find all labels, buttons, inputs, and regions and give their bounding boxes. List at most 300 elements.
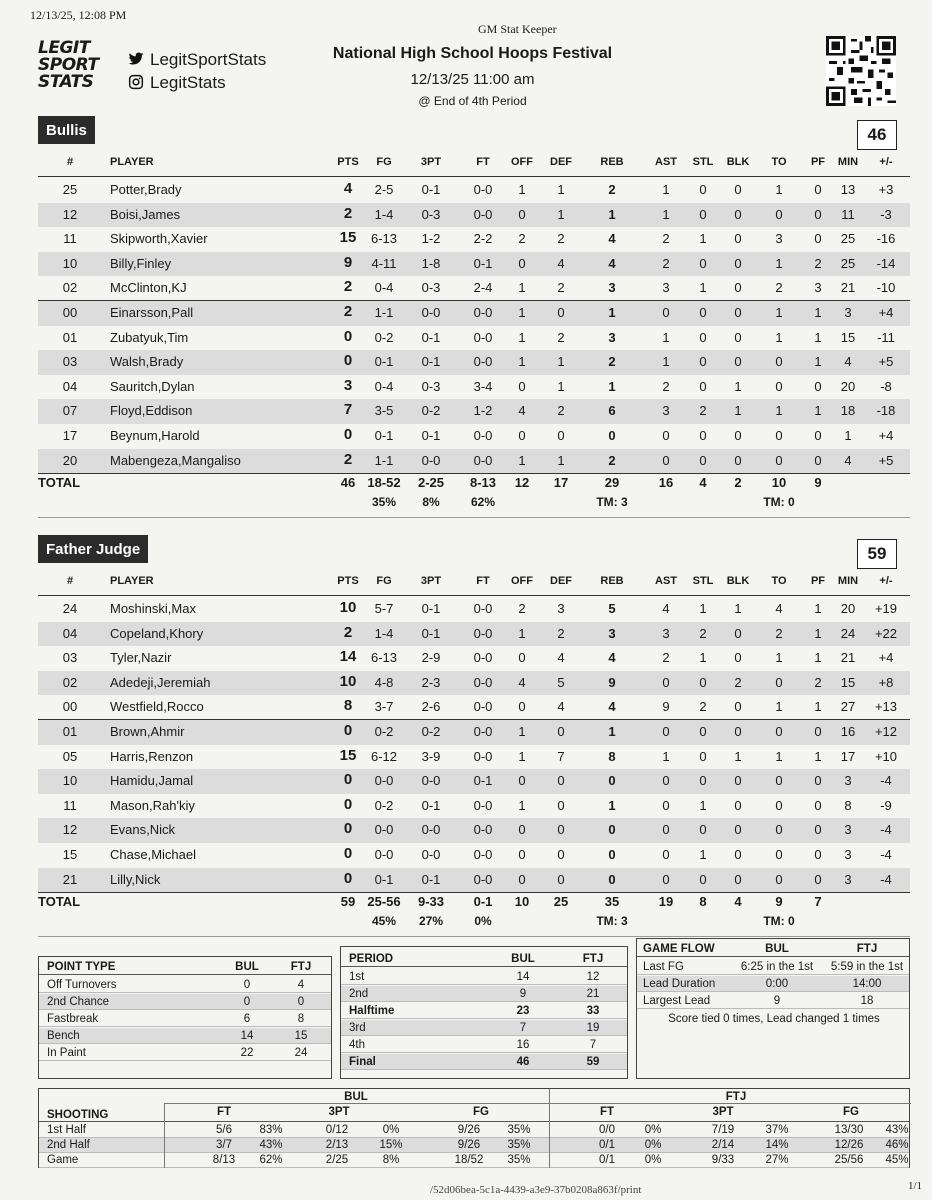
period-label: 3rd — [349, 1022, 366, 1034]
shooting-ftj-fg-pct: 43% — [885, 1124, 909, 1136]
cell-reb: 0 — [608, 871, 616, 887]
cell-def: 0 — [557, 773, 565, 789]
pct-fg: 35% — [371, 495, 397, 510]
cell-num: 01 — [62, 329, 78, 345]
cell-stl: 1 — [699, 797, 707, 813]
cell-player: Westfield,Rocco — [110, 699, 204, 715]
cell-pm: +5 — [878, 354, 894, 370]
cell-off: 0 — [518, 847, 526, 862]
cell-min: 17 — [840, 748, 856, 764]
column-header-num: # — [66, 575, 74, 587]
cell-blk: 0 — [734, 724, 742, 739]
cell-num: 00 — [62, 305, 78, 320]
cell-pm: -4 — [880, 822, 892, 838]
cell-num: 17 — [62, 428, 78, 443]
cell-def: 2 — [557, 403, 565, 419]
cell-stl: 1 — [699, 601, 707, 616]
print-page-title: GM Stat Keeper — [478, 22, 557, 36]
period-ftj: 7 — [589, 1039, 597, 1051]
shooting-bul-ft-pct: 43% — [259, 1139, 283, 1151]
cell-min: 27 — [840, 699, 856, 715]
cell-fg: 1-1 — [374, 452, 394, 468]
cell-stl: 2 — [699, 625, 707, 641]
point-type-row — [39, 1028, 331, 1044]
period-label: 1st — [349, 971, 365, 983]
cell-fg: 1-4 — [374, 206, 394, 222]
cell-blk: 0 — [734, 650, 742, 666]
point-type-label: In Paint — [47, 1047, 86, 1059]
column-header-num: # — [66, 156, 74, 168]
cell-min: 15 — [840, 674, 856, 690]
cell-fg: 0-4 — [374, 280, 394, 296]
game-flow-bul: 6:25 in the 1st — [740, 961, 814, 973]
cell-3pt: 2-9 — [421, 650, 441, 666]
column-header-to: TO — [771, 575, 787, 587]
cell-ast: 0 — [662, 305, 670, 320]
cell-min: 1 — [844, 428, 852, 443]
point-type-row — [39, 1045, 331, 1061]
player-row — [38, 424, 910, 449]
total-row — [38, 475, 910, 495]
shooting-label: Game — [47, 1154, 79, 1166]
cell-pts: 0 — [343, 795, 353, 813]
cell-pf: 0 — [814, 847, 822, 862]
player-row — [38, 720, 910, 745]
cell-reb: 0 — [608, 773, 616, 789]
cell-pm: -10 — [876, 280, 896, 296]
cell-fg: 2-5 — [374, 182, 394, 197]
game-flow-ftj: 18 — [860, 995, 874, 1007]
page-number: 1/1 — [907, 1180, 922, 1192]
cell-min: 15 — [840, 329, 856, 345]
column-header-reb: REB — [600, 575, 624, 587]
cell-def: 4 — [557, 699, 565, 715]
cell-stl: 0 — [699, 452, 707, 468]
cell-pf: 1 — [814, 748, 822, 764]
cell-off: 1 — [518, 329, 526, 345]
cell-num: 24 — [62, 601, 78, 616]
point-type-label: Bench — [47, 1030, 80, 1042]
game-flow-note: Score tied 0 times, Lead changed 1 times — [668, 1013, 880, 1025]
cell-stl: 0 — [699, 182, 707, 197]
cell-def: 0 — [557, 822, 565, 838]
cell-stl: 0 — [699, 378, 707, 394]
shooting-bul-ft-made: 5/6 — [216, 1124, 232, 1136]
shooting-ftj-fg-header: FG — [843, 1106, 859, 1118]
pct-tpt: 27% — [418, 914, 444, 929]
total-ft: 0-1 — [473, 894, 493, 910]
shooting-row — [39, 1123, 909, 1138]
point-type-bul: 22 — [240, 1047, 254, 1059]
cell-blk: 0 — [734, 699, 742, 715]
cell-off: 4 — [518, 674, 526, 690]
total-off: 12 — [514, 475, 530, 491]
column-header-pts: PTS — [337, 156, 359, 168]
cell-ast: 3 — [662, 403, 670, 419]
cell-reb: 4 — [608, 255, 616, 271]
cell-fg: 6-12 — [370, 748, 398, 764]
cell-def: 0 — [557, 797, 565, 813]
cell-off: 1 — [518, 452, 526, 468]
cell-fg: 3-7 — [374, 699, 394, 715]
total-label: TOTAL — [38, 894, 81, 910]
cell-3pt: 0-0 — [421, 452, 441, 468]
cell-ast: 2 — [662, 255, 670, 271]
column-header-pm: +/- — [879, 156, 893, 168]
cell-ast: 1 — [662, 329, 670, 345]
cell-pf: 0 — [814, 724, 822, 739]
point-type-ftj: 4 — [297, 979, 305, 991]
shooting-ftj-ft-made: 0/0 — [599, 1124, 615, 1136]
column-header-off: OFF — [511, 156, 533, 168]
cell-3pt: 2-3 — [421, 674, 441, 690]
cell-fg: 3-5 — [374, 403, 394, 419]
cell-num: 20 — [62, 452, 78, 468]
column-header-pts: PTS — [337, 575, 359, 587]
cell-pf: 0 — [814, 452, 822, 468]
player-row — [38, 671, 910, 696]
cell-pm: -4 — [880, 847, 892, 862]
pct-ft: 62% — [470, 495, 496, 510]
column-header-stl: STL — [692, 156, 714, 168]
cell-to: 1 — [775, 699, 783, 715]
shooting-bul-ft-made: 8/13 — [212, 1154, 236, 1166]
cell-def: 0 — [557, 847, 565, 862]
cell-pf: 1 — [814, 699, 822, 715]
cell-pm: -9 — [880, 797, 892, 813]
cell-def: 2 — [557, 280, 565, 296]
team-name-tag: Father Judge — [38, 535, 148, 563]
cell-ft: 1-2 — [473, 403, 493, 419]
period-ftj: 33 — [586, 1005, 600, 1017]
cell-num: 00 — [62, 699, 78, 715]
shooting-ftj-fg-made: 12/26 — [834, 1139, 864, 1151]
shooting-ftj-fg-pct: 45% — [885, 1154, 909, 1166]
column-header-fg: FG — [376, 575, 392, 587]
cell-min: 3 — [844, 822, 852, 838]
cell-def: 2 — [557, 329, 565, 345]
period-bul: 14 — [516, 971, 530, 983]
pct-ft: 0% — [474, 914, 492, 929]
cell-fg: 4-11 — [371, 255, 397, 271]
cell-min: 3 — [844, 871, 852, 887]
cell-fg: 5-7 — [374, 601, 394, 616]
pct-tm_reb: TM: 3 — [596, 914, 628, 929]
cell-3pt: 0-3 — [421, 206, 441, 222]
cell-pts: 4 — [343, 180, 353, 197]
cell-reb: 1 — [608, 378, 616, 394]
cell-pts: 2 — [343, 204, 353, 222]
cell-3pt: 0-1 — [421, 354, 441, 370]
cell-to: 4 — [775, 601, 783, 616]
player-row — [38, 843, 910, 868]
point-type-row — [39, 1011, 331, 1027]
cell-pts: 2 — [343, 450, 353, 468]
cell-def: 0 — [557, 871, 565, 887]
cell-pf: 1 — [814, 625, 822, 641]
player-row — [38, 227, 910, 252]
cell-pm: -3 — [880, 206, 892, 222]
shooting-bul-fg-pct: 35% — [507, 1154, 531, 1166]
cell-pm: +12 — [874, 724, 898, 739]
period-bul: 7 — [519, 1022, 527, 1034]
cell-ft: 0-0 — [473, 452, 493, 468]
cell-pm: -4 — [880, 871, 892, 887]
game-flow-box — [636, 938, 910, 1079]
instagram-handle-text: LegitStats — [150, 73, 226, 92]
cell-stl: 1 — [699, 231, 707, 247]
cell-fg: 1-4 — [374, 625, 394, 641]
total-tpt: 9-33 — [417, 894, 445, 910]
period-box — [340, 946, 628, 1079]
period-ftj-header: FTJ — [582, 953, 604, 965]
cell-to: 0 — [775, 378, 783, 394]
cell-pm: +4 — [878, 428, 894, 443]
period-bul: 23 — [516, 1005, 530, 1017]
period-title: PERIOD — [349, 953, 394, 965]
cell-num: 07 — [62, 403, 78, 419]
cell-def: 7 — [557, 748, 565, 764]
cell-pm: -18 — [876, 403, 896, 419]
cell-3pt: 0-2 — [421, 403, 441, 419]
cell-pm: +3 — [878, 182, 894, 197]
cell-to: 1 — [775, 748, 783, 764]
cell-ast: 9 — [662, 699, 670, 715]
column-header-def: DEF — [550, 156, 572, 168]
game-flow-label: Last FG — [643, 961, 684, 973]
player-row — [38, 646, 910, 671]
period-row — [341, 986, 627, 1002]
cell-3pt: 0-3 — [421, 378, 441, 394]
cell-stl: 0 — [699, 305, 707, 320]
cell-def: 1 — [557, 182, 565, 197]
shooting-ftj-ft-made: 0/1 — [599, 1139, 615, 1151]
cell-num: 02 — [62, 674, 78, 690]
shooting-ftj-header: FTJ — [725, 1091, 747, 1103]
cell-reb: 2 — [608, 354, 616, 370]
logo-line-2: SPORT — [38, 55, 99, 75]
point-type-ftj: 24 — [294, 1047, 308, 1059]
cell-stl: 0 — [699, 428, 707, 443]
cell-pts: 10 — [339, 599, 357, 616]
cell-ft: 0-0 — [473, 182, 493, 197]
cell-ast: 0 — [662, 773, 670, 789]
column-header-blk: BLK — [726, 575, 750, 587]
shooting-bul-3pt-made: 0/12 — [325, 1124, 349, 1136]
column-header-ft: FT — [476, 156, 490, 168]
column-header-to: TO — [771, 156, 787, 168]
total-label: TOTAL — [38, 475, 81, 491]
cell-off: 0 — [518, 773, 526, 789]
cell-fg: 0-2 — [374, 329, 394, 345]
game-flow-label: Lead Duration — [643, 978, 716, 990]
total-reb: 29 — [604, 475, 620, 491]
cell-min: 3 — [844, 847, 852, 862]
cell-reb: 1 — [608, 305, 616, 320]
cell-player: McClinton,KJ — [110, 280, 187, 296]
cell-player: Beynum,Harold — [110, 428, 200, 443]
column-header-fg: FG — [376, 156, 392, 168]
cell-pf: 0 — [814, 378, 822, 394]
column-header-pf: PF — [810, 575, 826, 587]
cell-stl: 0 — [699, 255, 707, 271]
cell-off: 2 — [518, 231, 526, 247]
cell-min: 21 — [840, 650, 856, 666]
cell-blk: 0 — [734, 797, 742, 813]
table-header — [38, 156, 910, 174]
cell-3pt: 0-0 — [421, 847, 441, 862]
player-row — [38, 178, 910, 203]
cell-3pt: 0-1 — [421, 329, 441, 345]
cell-def: 4 — [557, 255, 565, 271]
cell-fg: 0-0 — [374, 773, 394, 789]
pct-tm_to: TM: 0 — [763, 914, 795, 929]
cell-ft: 0-0 — [473, 206, 493, 222]
cell-pts: 15 — [339, 229, 357, 247]
cell-pf: 1 — [814, 403, 822, 419]
cell-ast: 1 — [662, 206, 670, 222]
player-row — [38, 769, 910, 794]
shooting-ftj-3pt-made: 7/19 — [711, 1124, 735, 1136]
cell-to: 0 — [775, 428, 783, 443]
cell-to: 1 — [775, 403, 783, 419]
cell-3pt: 0-1 — [421, 797, 441, 813]
shooting-label: 1st Half — [47, 1124, 86, 1136]
total-stl: 8 — [699, 894, 707, 910]
pct-fg: 45% — [371, 914, 397, 929]
shooting-ftj-ft-pct: 0% — [644, 1154, 662, 1166]
cell-min: 16 — [840, 724, 856, 739]
cell-off: 0 — [518, 822, 526, 838]
shooting-bul-ft-made: 3/7 — [216, 1139, 232, 1151]
cell-num: 03 — [62, 650, 78, 666]
event-header — [300, 45, 645, 108]
cell-ast: 0 — [662, 674, 670, 690]
cell-pts: 2 — [343, 278, 353, 296]
shooting-box — [38, 1088, 910, 1168]
point-type-bul: 6 — [243, 1013, 251, 1025]
cell-pf: 2 — [814, 674, 822, 690]
cell-to: 1 — [775, 255, 783, 271]
cell-pts: 0 — [343, 722, 353, 739]
shooting-bul-3pt-made: 2/13 — [325, 1139, 349, 1151]
cell-off: 0 — [518, 378, 526, 394]
percentage-row — [38, 495, 910, 513]
cell-blk: 0 — [734, 280, 742, 296]
legit-sport-stats-logo — [38, 40, 99, 91]
cell-stl: 1 — [699, 847, 707, 862]
column-header-player: PLAYER — [110, 575, 154, 587]
cell-reb: 1 — [608, 206, 616, 222]
cell-pts: 15 — [339, 746, 357, 764]
cell-min: 3 — [844, 305, 852, 320]
total-tpt: 2-25 — [417, 475, 445, 491]
cell-pm: -14 — [876, 255, 896, 271]
player-row — [38, 203, 910, 228]
total-fg: 25-56 — [367, 894, 401, 910]
column-header-pf: PF — [810, 156, 826, 168]
cell-to: 2 — [775, 625, 783, 641]
cell-to: 1 — [775, 329, 783, 345]
cell-pts: 8 — [343, 697, 353, 715]
cell-stl: 2 — [699, 403, 707, 419]
cell-num: 10 — [62, 773, 78, 789]
cell-to: 0 — [775, 724, 783, 739]
cell-off: 0 — [518, 255, 526, 271]
shooting-ftj-ft-pct: 0% — [644, 1139, 662, 1151]
total-pf: 7 — [814, 894, 822, 910]
cell-blk: 0 — [734, 354, 742, 370]
cell-pm: +13 — [874, 699, 898, 715]
cell-off: 0 — [518, 428, 526, 443]
cell-pf: 3 — [814, 280, 822, 296]
cell-3pt: 0-0 — [421, 305, 441, 320]
cell-stl: 0 — [699, 871, 707, 887]
cell-stl: 0 — [699, 773, 707, 789]
game-flow-ftj-header: FTJ — [856, 943, 878, 955]
shooting-bul-ft-pct: 62% — [259, 1154, 283, 1166]
cell-3pt: 0-1 — [421, 182, 441, 197]
team-score: 46 — [857, 120, 897, 150]
pct-tm_reb: TM: 3 — [596, 495, 628, 510]
cell-min: 25 — [840, 231, 856, 247]
event-datetime: 12/13/25 11:00 am — [410, 71, 535, 88]
table-header — [38, 575, 910, 593]
cell-3pt: 0-0 — [421, 822, 441, 838]
cell-stl: 0 — [699, 674, 707, 690]
cell-def: 0 — [557, 305, 565, 320]
point-type-label: Fastbreak — [47, 1013, 99, 1025]
cell-ft: 0-0 — [473, 797, 493, 813]
cell-num: 04 — [62, 625, 78, 641]
column-header-3pt: 3PT — [420, 575, 442, 587]
cell-fg: 0-2 — [374, 724, 394, 739]
instagram-handle — [128, 73, 226, 93]
point-type-label: 2nd Chance — [47, 996, 110, 1008]
cell-player: Walsh,Brady — [110, 354, 184, 370]
cell-pm: -11 — [877, 329, 895, 345]
cell-3pt: 1-8 — [421, 255, 441, 271]
point-type-bul-header: BUL — [235, 961, 259, 973]
cell-to: 0 — [775, 354, 783, 370]
cell-pm: +19 — [874, 601, 898, 616]
column-header-min: MIN — [837, 156, 859, 168]
total-def: 17 — [553, 475, 569, 491]
cell-min: 8 — [844, 797, 852, 813]
cell-def: 4 — [557, 650, 565, 666]
percentage-row — [38, 914, 910, 932]
cell-ast: 0 — [662, 428, 670, 443]
shooting-ftj-ft-pct: 0% — [644, 1124, 662, 1136]
print-timestamp: 12/13/25, 12:08 PM — [30, 8, 127, 22]
total-ast: 19 — [658, 894, 674, 910]
cell-num: 10 — [62, 255, 78, 271]
cell-pts: 9 — [343, 253, 353, 271]
game-flow-bul: 0:00 — [765, 978, 789, 990]
player-row — [38, 399, 910, 424]
cell-blk: 0 — [734, 255, 742, 271]
cell-ast: 0 — [662, 724, 670, 739]
cell-pf: 0 — [814, 871, 822, 887]
cell-reb: 0 — [608, 822, 616, 838]
cell-num: 21 — [62, 871, 78, 887]
team-name-tag: Bullis — [38, 116, 95, 144]
cell-fg: 0-0 — [374, 822, 394, 838]
cell-pf: 0 — [814, 182, 822, 197]
cell-reb: 0 — [608, 847, 616, 862]
cell-ft: 0-0 — [473, 674, 493, 690]
cell-reb: 4 — [608, 699, 616, 715]
